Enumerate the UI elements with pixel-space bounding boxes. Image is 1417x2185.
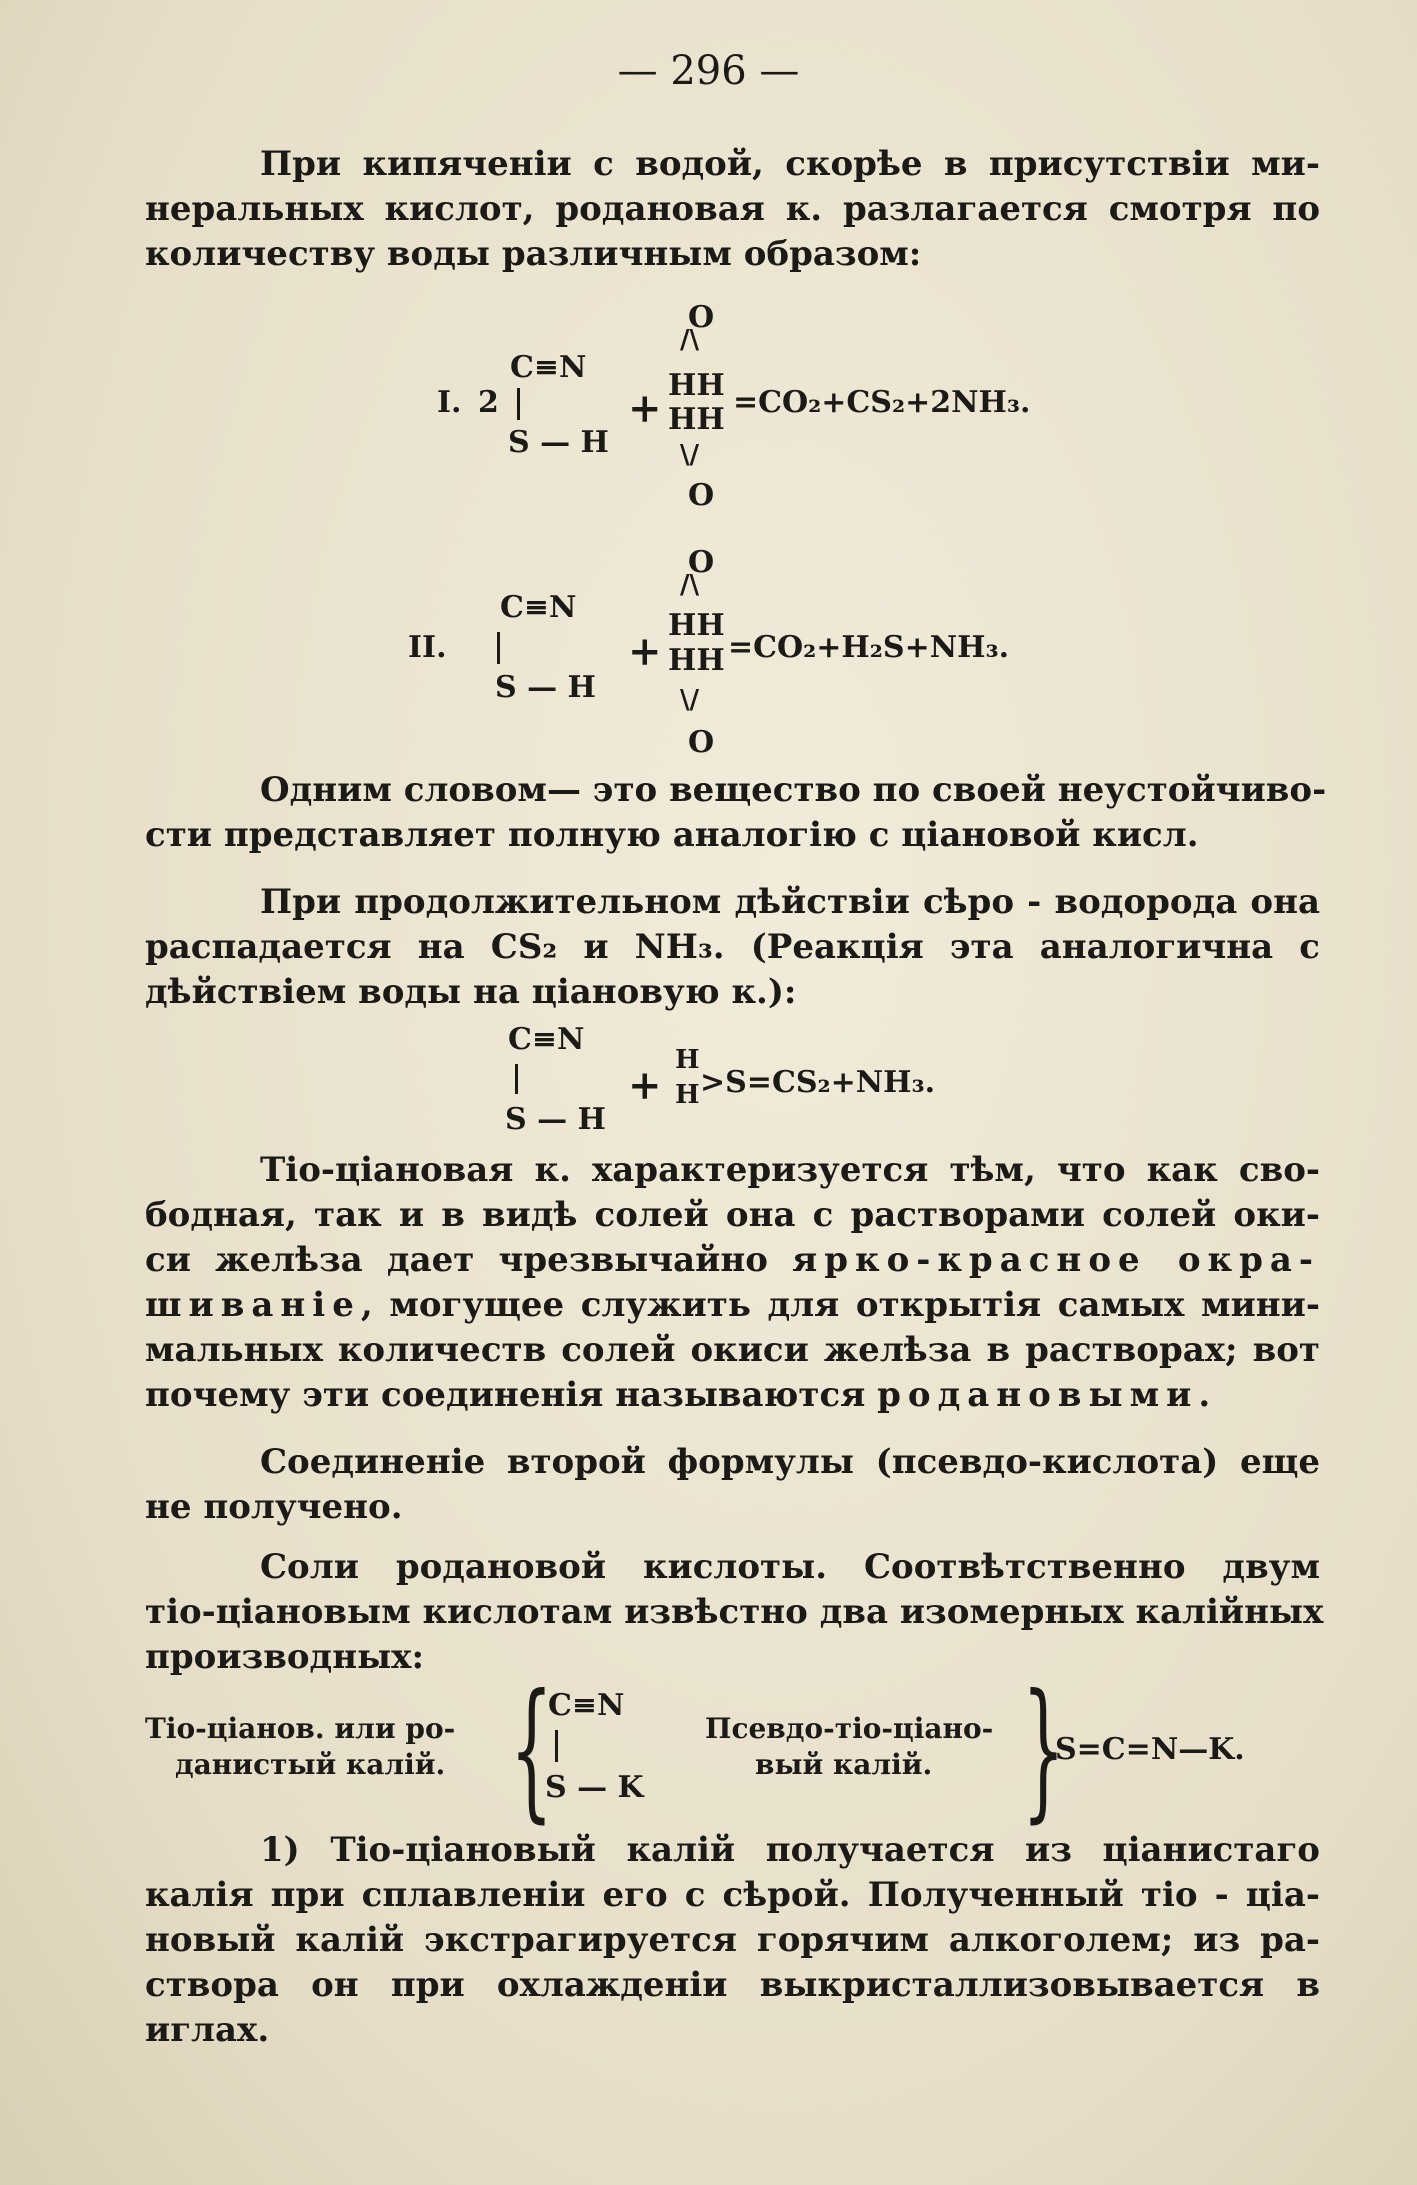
oxygen-top: O	[688, 545, 715, 580]
oxygen-bottom: O	[688, 725, 715, 760]
salt-label: Тіо-ціанов. или ро-	[145, 1712, 456, 1745]
paragraph-analogy	[145, 768, 1327, 858]
text-line: створа он при охлажденіи выкристаллизовывается в	[145, 1965, 1320, 2005]
hh-top: HH	[668, 608, 725, 643]
hydrogen-top: H	[675, 1045, 700, 1075]
text-line: При продолжительном дѣйствіи сѣро - водорода она	[260, 882, 1320, 922]
hydrogen-bottom: H	[675, 1080, 700, 1110]
salt-label: Псевдо-тіо-ціано-	[705, 1712, 994, 1745]
paragraph-hydrogen-sulfide	[145, 880, 1320, 1015]
formula-top: C≡N	[510, 350, 587, 385]
paragraph-potassium-thiocyanate	[145, 1828, 1320, 2053]
oxygen-top: O	[688, 300, 715, 335]
hh-bottom: HH	[668, 643, 725, 678]
plus-sign: +	[628, 628, 662, 675]
hh-bottom: HH	[668, 402, 725, 437]
section-heading: Тіо-ціановый калій	[330, 1830, 736, 1870]
salt-formula-right: S=C=N—K.	[1055, 1732, 1245, 1767]
page-number: — 296 —	[617, 48, 800, 94]
text-run: Соотвѣтственно двум	[827, 1547, 1320, 1587]
paragraph-boiling	[145, 142, 1320, 277]
text-run: почему эти соединенія называются	[145, 1375, 878, 1415]
text-run: си желѣза дает чрезвычайно	[145, 1240, 793, 1280]
text-line: сти представляет полную аналогію с ціановой кисл.	[145, 815, 1199, 855]
text-run: получается из ціанистаго	[735, 1830, 1320, 1870]
text-line	[145, 1828, 1320, 1873]
formula-top: C≡N	[500, 590, 577, 625]
text-line: дѣйствіем воды на ціановую к.):	[145, 972, 797, 1012]
salt-label: данистый калій.	[175, 1748, 446, 1781]
text-line: Одним словом— это вещество по своей неустойчиво-	[260, 770, 1327, 810]
text-line	[145, 1283, 1320, 1328]
bond-wedge: /\	[680, 570, 699, 600]
text-line	[145, 1238, 1320, 1283]
formula-bottom: S — H	[495, 670, 596, 705]
spaced-emphasis: ярко-красное окра-	[792, 1240, 1320, 1280]
text-line: количеству воды различным образом:	[145, 234, 922, 274]
text-line: Тіо-ціановая к. характеризуется тѣм, что как сво-	[260, 1150, 1320, 1190]
formula-bottom: S — H	[508, 425, 609, 460]
formula-products: >S=CS₂+NH₃.	[700, 1065, 936, 1100]
paragraph-pseudo-acid	[145, 1440, 1320, 1530]
bond-line	[555, 1730, 558, 1762]
text-line: мальных количеств солей окиси желѣза в растворах; вот	[145, 1330, 1320, 1370]
plus-sign: +	[628, 385, 662, 432]
text-line: тіо-ціановым кислотам извѣстно два изомерных калійных	[145, 1592, 1324, 1632]
section-heading: Соли родановой кислоты.	[260, 1547, 828, 1587]
paragraph-salts	[145, 1545, 1324, 1680]
formula-products: =CO₂+H₂S+NH₃.	[728, 630, 1010, 665]
salt-formula-top: C≡N	[548, 1688, 625, 1723]
bond-line	[517, 388, 520, 420]
text-line: калія при сплавленіи его с сѣрой. Полученный тіо - ціа-	[145, 1875, 1320, 1915]
text-run: , могущее служить для открытія самых мини-	[360, 1285, 1320, 1325]
spaced-emphasis: родановыми.	[877, 1375, 1218, 1415]
salt-formula-bottom: S — K	[545, 1770, 644, 1805]
spaced-emphasis: шиваніе	[145, 1285, 361, 1325]
text-line: Соединеніе второй формулы (псевдо-кислота) еще	[260, 1442, 1320, 1482]
text-line	[145, 1373, 1320, 1418]
item-number: 1)	[260, 1830, 331, 1870]
formula-label: I.	[437, 385, 462, 420]
formula-products: =CO₂+CS₂+2NH₃.	[733, 385, 1031, 420]
bond-line	[497, 632, 500, 664]
oxygen-bottom: O	[688, 478, 715, 513]
left-brace-icon: {	[510, 1663, 553, 1837]
text-line: производных:	[145, 1637, 425, 1677]
paragraph-thiocyanic-acid	[145, 1148, 1320, 1418]
formula-label: II.	[408, 630, 447, 665]
bond-wedge: \/	[680, 685, 699, 715]
text-line	[145, 1545, 1320, 1590]
text-line: неральных кислот, родановая к. разлагается смотря по	[145, 189, 1320, 229]
text-line: При кипяченіи с водой, скорѣе в присутствіи ми-	[260, 144, 1320, 184]
bond-wedge: \/	[680, 440, 699, 470]
bond-wedge: /\	[680, 325, 699, 355]
text-line: новый калій экстрагируется горячим алкоголем; из ра-	[145, 1920, 1320, 1960]
salt-label: вый калій.	[755, 1748, 933, 1781]
formula-top: C≡N	[508, 1022, 585, 1057]
formula-coefficient: 2	[478, 385, 499, 420]
formula-bottom: S — H	[505, 1102, 606, 1137]
text-line: не получено.	[145, 1487, 403, 1527]
text-line: иглах.	[145, 2010, 270, 2050]
text-line: распадается на CS₂ и NH₃. (Реакція эта аналогична с	[145, 927, 1320, 967]
plus-sign: +	[628, 1062, 662, 1109]
right-brace-icon: }	[1022, 1663, 1065, 1837]
bond-line	[515, 1064, 518, 1094]
text-line: бодная, так и в видѣ солей она с растворами солей оки-	[145, 1195, 1320, 1235]
hh-top: HH	[668, 368, 725, 403]
